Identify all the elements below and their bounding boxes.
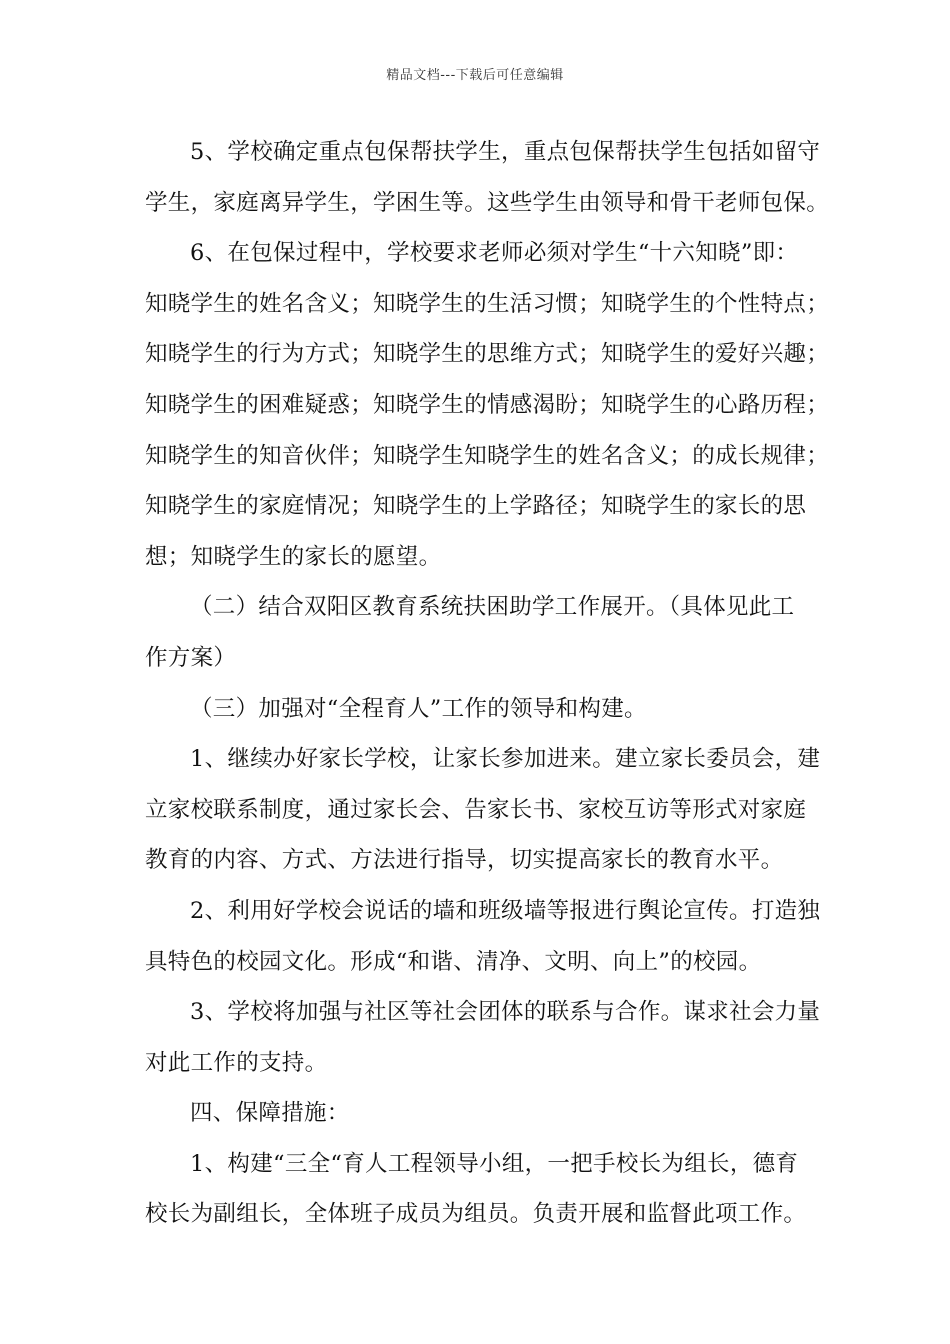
text-line: 具特色的校园文化。形成“和谐、清净、文明、向上”的校园。 (145, 948, 762, 975)
text-line: （三）加强对“全程育人”工作的领导和构建。 (190, 695, 647, 722)
text-line: 立家校联系制度，通过家长会、告家长书、家校互访等形式对家庭 (145, 796, 807, 823)
text-line: 1、继续办好家长学校，让家长参加进来。建立家长委员会，建 (190, 746, 821, 773)
text-line: 学生，家庭离异学生，学困生等。这些学生由领导和骨干老师包保。 (145, 189, 830, 216)
page-header: 精品文档---下载后可任意编辑 (386, 68, 564, 83)
text-line: 2、利用好学校会说话的墙和班级墙等报进行舆论宣传。打造独 (190, 897, 821, 924)
text-line: 知晓学生的知音伙伴；知晓学生知晓学生的姓名含义；的成长规律； (145, 442, 830, 469)
document-body (145, 127, 830, 1240)
text-line: 知晓学生的行为方式；知晓学生的思维方式；知晓学生的爱好兴趣； (145, 341, 830, 368)
text-line: 作方案） (145, 644, 237, 671)
text-line: 1、构建“三全“育人工程领导小组，一把手校长为组长，德育 (190, 1150, 799, 1177)
text-line: 3、学校将加强与社区等社会团体的联系与合作。谋求社会力量 (190, 999, 821, 1026)
text-line: 6、在包保过程中，学校要求老师必须对学生“十六知晓”即： (190, 240, 799, 267)
text-line: 想；知晓学生的家长的愿望。 (145, 543, 442, 570)
text-line: 教育的内容、方式、方法进行指导，切实提高家长的教育水平。 (145, 847, 784, 874)
text-line: 对此工作的支持。 (145, 1049, 328, 1076)
text-line: 校长为副组长，全体班子成员为组员。负责开展和监督此项工作。 (145, 1201, 807, 1228)
text-line: 知晓学生的姓名含义；知晓学生的生活习惯；知晓学生的个性特点； (145, 290, 830, 317)
text-line: 四、保障措施： (190, 1100, 350, 1127)
text-line: （二）结合双阳区教育系统扶困助学工作展开。（具体见此工 (190, 594, 795, 621)
text-line: 知晓学生的家庭情况；知晓学生的上学路径；知晓学生的家长的思 (145, 493, 807, 520)
text-line: 知晓学生的困难疑惑；知晓学生的情感渴盼；知晓学生的心路历程； (145, 391, 830, 418)
text-line: 5、学校确定重点包保帮扶学生，重点包保帮扶学生包括如留守 (190, 139, 821, 165)
